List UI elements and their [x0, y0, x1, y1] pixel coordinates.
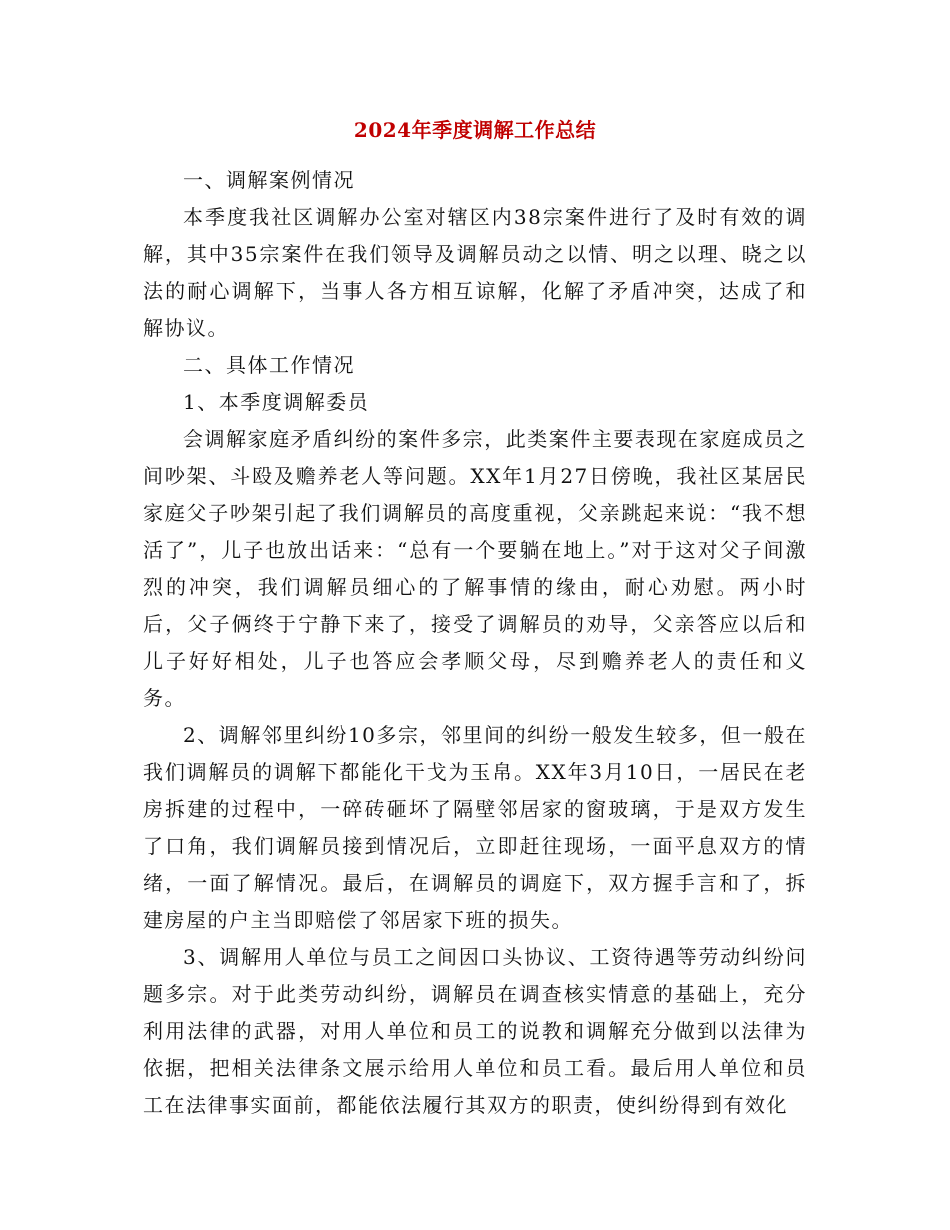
paragraph-family-disputes: 会调解家庭矛盾纠纷的案件多宗，此类案件主要表现在家庭成员之间吵架、斗殴及赡养老人等问题。XX年1月27日傍晚，我社区某居民家庭父子吵架引起了我们调解员的高度重视，父亲跳起来说：“我不想活了”，儿子也放出话来：“总有一个要躺在地上。”对于这对父子间激烈的冲突，我们调解员细心的了解事情的缘由，耐心劝慰。两小时后，父子俩终于宁静下来了，接受了调解员的劝导，父亲答应以后和儿子好好相处，儿子也答应会孝顺父母，尽到赡养老人的责任和义务。: [143, 427, 807, 710]
paragraph-neighbor-disputes: 2、调解邻里纠纷10多宗，邻里间的纠纷一般发生较多，但一般在我们调解员的调解下都能化干戈为玉帛。XX年3月10日，一居民在老房拆建的过程中，一碎砖砸坏了隔壁邻居家的窗玻璃，于是双方发生了口角，我们调解员接到情况后，立即赶往现场，一面平息双方的情绪，一面了解情况。最后，在调解员的调庭下，双方握手言和了，拆建房屋的户主当即赔偿了邻居家下班的损失。: [143, 723, 807, 932]
section-heading-work: 二、具体工作情况: [183, 353, 355, 377]
document-title: 2024年季度调解工作总结: [353, 118, 597, 142]
paragraph-cases-summary: 本季度我社区调解办公室对辖区内38宗案件进行了及时有效的调解，其中35宗案件在我们领导及调解员动之以情、明之以理、晓之以法的耐心调解下，当事人各方相互谅解，化解了矛盾冲突，达成了和解协议。: [143, 205, 807, 340]
paragraph-labor-disputes: 3、调解用人单位与员工之间因口头协议、工资待遇等劳动纠纷问题多宗。对于此类劳动纠纷，调解员在调查核实情意的基础上，充分利用法律的武器，对用人单位和员工的说教和调解充分做到以法律为依据，把相关法律条文展示给用人单位和员工看。最后用人单位和员工在法律事实面前，都能依法履行其双方的职责，使纠纷得到有效化: [143, 945, 807, 1117]
subheading-committee: 1、本季度调解委员: [183, 390, 370, 414]
section-heading-cases: 一、调解案例情况: [183, 168, 355, 192]
